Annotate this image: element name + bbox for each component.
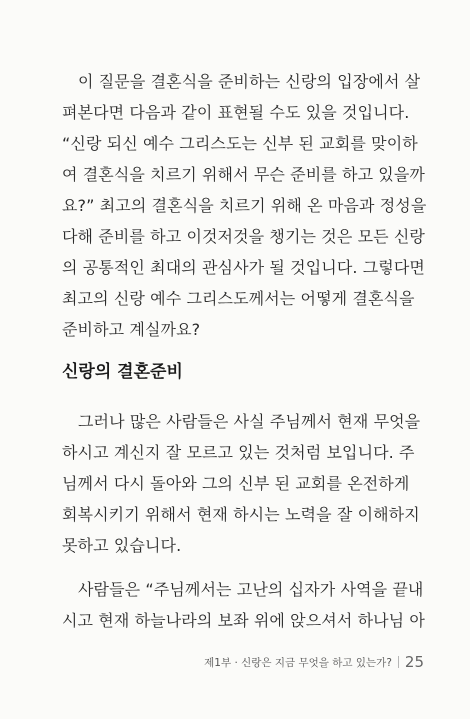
paragraph-1-line-8: 최고의 신랑 예수 그리스도께서는 어떻게 결혼식을 <box>62 289 415 308</box>
paragraph-1-line-6: 다해 준비를 하고 이것저것을 챙기는 것은 모든 신랑 <box>62 227 425 246</box>
page-footer <box>204 653 424 671</box>
paragraph-1-line-4: 여 결혼식을 치르기 위해서 무슨 준비를 하고 있을까 <box>62 165 425 184</box>
running-title: 제1부 · 신랑은 지금 무엇을 하고 있는가? <box>204 656 392 669</box>
paragraph-1-line-1: 이 질문을 결혼식을 준비하는 신랑의 입장에서 살 <box>78 72 421 91</box>
section-heading: 신랑의 결혼준비 <box>62 362 183 382</box>
paragraph-2-line-1: 그러나 많은 사람들은 사실 주님께서 현재 무엇을 <box>78 412 421 431</box>
footer-divider <box>398 656 399 668</box>
paragraph-2-line-2: 하시고 계신지 잘 모르고 있는 것처럼 보입니다. 주 <box>62 443 415 462</box>
paragraph-3-line-2: 시고 현재 하늘나라의 보좌 위에 앉으셔서 하나님 아 <box>62 611 425 630</box>
paragraph-1-line-3: “신랑 되신 예수 그리스도는 신부 된 교회를 맞이하 <box>62 134 418 153</box>
paragraph-3-line-1: 사람들은 “주님께서는 고난의 십자가 사역을 끝내 <box>78 580 424 599</box>
page-number: 25 <box>404 653 424 671</box>
paragraph-1-line-2: 펴본다면 다음과 같이 표현될 수도 있을 것입니다. <box>62 103 410 122</box>
paragraph-1-line-7: 의 공통적인 최대의 관심사가 될 것입니다. 그렇다면 <box>62 258 425 277</box>
paragraph-2-line-3: 님께서 다시 돌아와 그의 신부 된 교회를 온전하게 <box>62 474 410 493</box>
paragraph-1-line-9: 준비하고 계실까요? <box>62 320 201 339</box>
paragraph-2-line-5: 못하고 있습니다. <box>62 536 182 555</box>
paragraph-2-line-4: 회복시키기 위해서 현재 하시는 노력을 잘 이해하지 <box>62 505 420 524</box>
paragraph-1-line-5: 요?” 최고의 결혼식을 치르기 위해 온 마음과 정성을 <box>62 196 427 215</box>
